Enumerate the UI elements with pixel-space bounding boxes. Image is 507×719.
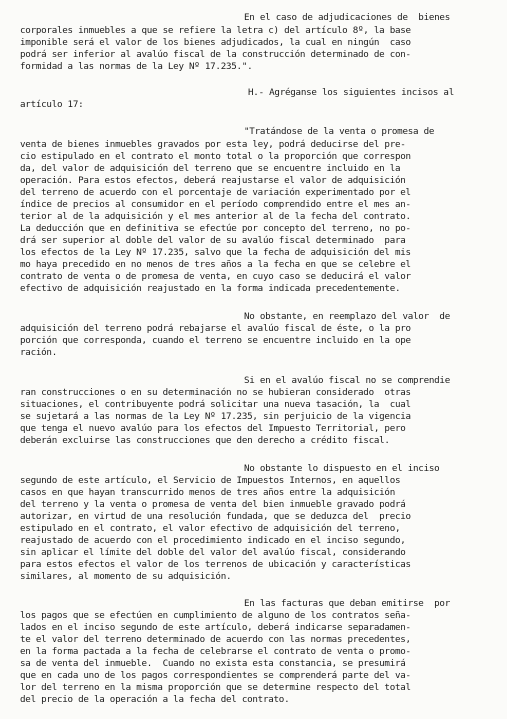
- text-line: los efectos de la Ley Nº 17.235, salvo que la fecha de adquisición del mis: [20, 247, 411, 258]
- text-line: En las facturas que deban emitirse por: [244, 598, 450, 609]
- text-line: En el caso de adjudicaciones de bienes: [244, 12, 450, 23]
- text-line: autorizar, en virtud de una resolución fundada, que se deduzca del precio: [20, 511, 411, 522]
- text-line: drá ser superior al doble del valor de su avalúo fiscal determinado para: [20, 235, 406, 246]
- text-line: reajustado de acuerdo con el procedimiento indicado en el inciso segundo,: [20, 535, 406, 546]
- text-line: situaciones, el contribuyente podrá solicitar una nueva tasación, la cual: [20, 399, 411, 410]
- text-line: venta de bienes inmuebles gravados por esta ley, podrá deducirse del pre-: [20, 139, 406, 150]
- text-line: lor del terreno en la misma proporción que se determine respecto del total: [20, 682, 411, 693]
- text-line: sin aplicar el límite del doble del valor del avalúo fiscal, considerando: [20, 547, 406, 558]
- text-line: La deducción que en definitiva se efectúe por concepto del terreno, no po-: [20, 223, 411, 234]
- text-line: sa de venta del inmueble. Cuando no exista esta constancia, se presumirá: [20, 658, 406, 669]
- text-line: operación. Para estos efectos, deberá reajustarse el valor de adquisición: [20, 175, 406, 186]
- text-line: los pagos que se efectúen en cumplimiento de alguno de los contratos seña-: [20, 610, 411, 621]
- text-line: del precio de la operación a la fecha del contrato.: [20, 694, 290, 705]
- text-line: No obstante, en reemplazo del valor de: [244, 311, 450, 322]
- text-line: ración.: [20, 347, 57, 358]
- text-line: formidad a las normas de la Ley Nº 17.235.".: [20, 61, 253, 72]
- text-line: mo haya precedido en no menos de tres años a la fecha en que se celebre el: [20, 259, 411, 270]
- text-line: que en cada uno de los pagos correspondientes se comprenderá parte del va-: [20, 670, 411, 681]
- text-line: lados en el inciso segundo de este artículo, deberá indicarse separadamen-: [20, 622, 411, 633]
- text-line: similares, al momento de su adquisición.: [20, 571, 232, 582]
- text-line: da, del valor de adquisición del terreno que se encuentre incluido en la: [20, 163, 401, 174]
- text-line: contrato de venta o de promesa de venta, en cuyo caso se deducirá el valor: [20, 271, 411, 282]
- text-line: terior al de la adquisición y el mes anterior al de la fecha del contrato.: [20, 211, 411, 222]
- text-line: deberán excluirse las construcciones que den derecho a crédito fiscal.: [20, 435, 390, 446]
- text-line: segundo de este artículo, el Servicio de Impuestos Internos, en aquellos: [20, 475, 401, 486]
- text-line: "Tratándose de la venta o promesa de: [244, 126, 435, 137]
- text-line: se sujetará a las normas de la Ley Nº 17.235, sin perjuicio de la vigencia: [20, 411, 411, 422]
- text-line: casos en que hayan transcurrido menos de tres años entre la adquisición: [20, 487, 395, 498]
- text-line: Si en el avalúo fiscal no se comprendie: [244, 375, 450, 386]
- text-line: ran construcciones o en su determinación no se hubieran considerado otras: [20, 387, 411, 398]
- text-line: estipulado en el contrato, el valor efectivo de adquisición del terreno,: [20, 523, 401, 534]
- text-line: efectivo de adquisición reajustado en la forma indicada precedentemente.: [20, 283, 401, 294]
- text-line: del terreno y la venta o promesa de venta del bien inmueble gravado podrá: [20, 499, 406, 510]
- text-line: en la forma pactada a la fecha de celebrarse el contrato de venta o promo-: [20, 646, 411, 657]
- text-line: No obstante lo dispuesto en el inciso: [244, 463, 440, 474]
- text-line: imponible será el valor de los bienes adjudicados, la cual en ningún caso: [20, 37, 411, 48]
- text-line: podrá ser inferior al avalúo fiscal de la construcción determinado de con-: [20, 49, 411, 60]
- text-line: artículo 17:: [20, 99, 84, 110]
- text-line: corporales inmuebles a que se refiere la letra c) del artículo 8º, la base: [20, 25, 411, 36]
- text-line: porción que corresponda, cuando el terreno se encuentre incluido en la ope: [20, 335, 411, 346]
- text-line: H.- Agréganse los siguientes incisos al: [248, 87, 454, 98]
- text-line: cio estipulado en el contrato el monto total o la proporción que correspon: [20, 151, 411, 162]
- text-line: que tenga el nuevo avalúo para los efectos del Impuesto Territorial, pero: [20, 423, 406, 434]
- text-line: para estos efectos el valor de los terrenos de ubicación y características: [20, 559, 411, 570]
- text-line: del terreno de acuerdo con el porcentaje de variación experimentado por el: [20, 187, 411, 198]
- text-line: índice de precios al consumidor en el período comprendido entre el mes an-: [20, 199, 411, 210]
- text-line: adquisición del terreno podrá rebajarse el avalúo fiscal de éste, o la pro: [20, 323, 411, 334]
- text-line: te el valor del terreno determinado de acuerdo con las normas precedentes,: [20, 634, 411, 645]
